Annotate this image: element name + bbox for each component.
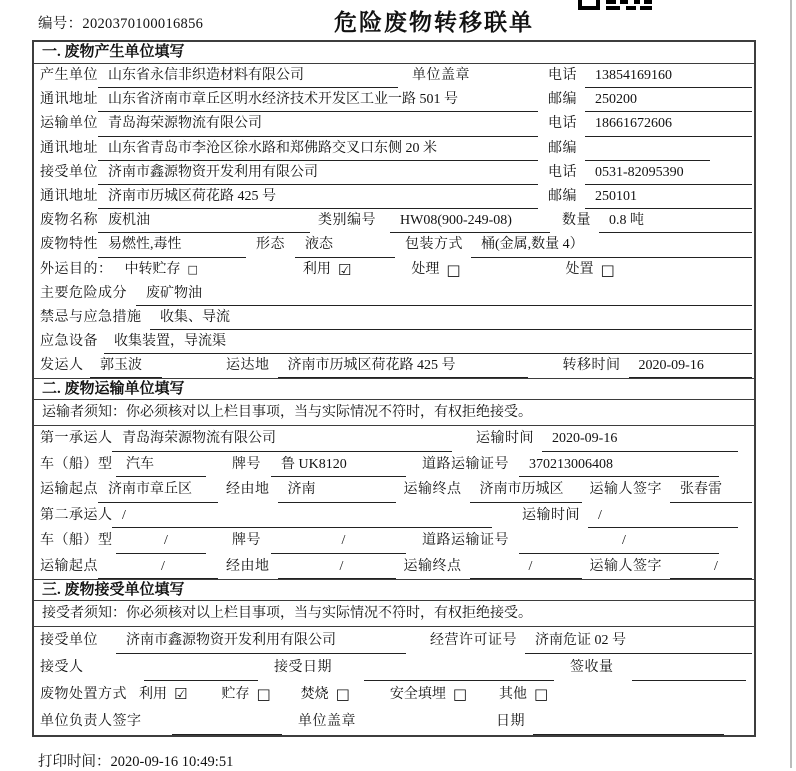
taboo-measures-value: 收集、导流 <box>150 306 752 330</box>
plate-value-1: 鲁 UK8120 <box>271 452 406 478</box>
purpose-storage-checkbox: □ <box>187 262 198 276</box>
producer-row <box>34 64 754 88</box>
vehicle-type-label-2: 车（船）型 <box>40 533 113 549</box>
vehicle-type-value-2: / <box>116 528 206 554</box>
first-carrier-row <box>34 426 754 452</box>
unit-seal-label: 单位盖章 <box>412 68 470 83</box>
section1-heading: 一. 废物产生单位填写 <box>34 42 754 64</box>
producer-phone-value: 13854169160 <box>585 64 752 88</box>
emergency-equipment-label: 应急设备 <box>40 334 98 350</box>
purpose-option-storage <box>125 258 198 282</box>
waste-traits-row <box>34 233 754 257</box>
qr-code-fragment <box>578 0 652 10</box>
vehicle-type-label-1: 车（船）型 <box>40 456 113 472</box>
receiver-zip-label: 邮编 <box>548 188 577 204</box>
purpose-dispose-label: 处置 <box>565 261 594 277</box>
route-start-value-2: / <box>98 554 218 580</box>
disposal-incinerate-label: 焚烧 <box>300 687 329 703</box>
acceptor-value <box>144 654 258 681</box>
producer-address-row <box>34 88 754 112</box>
disposal-incinerate-checkbox: □ <box>335 685 350 704</box>
emergency-equipment-row <box>34 330 754 354</box>
first-carrier-value: 青岛海荣源物流有限公司 <box>112 426 452 452</box>
disposal-option-incinerate <box>301 681 350 708</box>
disposal-other-label: 其他 <box>499 687 528 703</box>
producer-value: 山东省永信非织造材料有限公司 <box>98 64 398 88</box>
purpose-treat-label: 处理 <box>411 261 440 277</box>
route-start-value-1: 济南市章丘区 <box>98 477 218 503</box>
disposal-use-checkbox: ☑ <box>174 685 188 704</box>
accepting-unit-row <box>34 627 754 654</box>
transporter-phone-value: 18661672606 <box>585 112 752 136</box>
receiver-address-label: 通讯地址 <box>40 188 98 204</box>
hazard-components-row <box>34 282 754 306</box>
receiver-zip-value: 250101 <box>585 185 752 209</box>
packaging-label: 包装方式 <box>405 237 463 253</box>
disposal-storage-checkbox: □ <box>256 685 271 704</box>
transfer-time-label: 转移时间 <box>562 358 621 374</box>
transporter-label: 运输单位 <box>40 116 98 132</box>
hazard-components-value: 废矿物油 <box>136 282 752 306</box>
transfer-time-value: 2020-09-16 <box>629 354 753 378</box>
serial-number-line <box>38 12 203 33</box>
responsible-sign-label: 单位负责人签字 <box>40 714 142 730</box>
route-end-label-2: 运输终点 <box>403 558 462 574</box>
route-row-2 <box>34 554 754 580</box>
section3-notice: 接受者须知：你必须核对以上栏目事项，当与实际情况不符时，有权拒绝接受。 <box>34 601 754 627</box>
first-carrier-label: 第一承运人 <box>40 431 113 447</box>
disposal-landfill-label: 安全填埋 <box>389 687 446 703</box>
destination-label: 运达地 <box>226 358 270 374</box>
transporter-value: 青岛海荣源物流有限公司 <box>98 112 538 136</box>
carrier-sign-value-2: / <box>670 554 752 580</box>
purpose-option-dispose <box>566 258 615 282</box>
waste-category-label: 类别编号 <box>318 213 376 229</box>
second-carrier-label: 第二承运人 <box>40 507 113 523</box>
road-cert-label-1: 道路运输证号 <box>422 456 509 472</box>
section2-notice: 运输者须知：你必须核对以上栏目事项，当与实际情况不符时，有权拒绝接受。 <box>34 400 754 426</box>
waste-traits-label: 废物特性 <box>40 237 98 253</box>
disposal-use-label: 利用 <box>139 687 167 703</box>
route-via-label-2: 经由地 <box>226 558 270 574</box>
second-carrier-value: / <box>112 503 492 529</box>
transporter-address-label: 通讯地址 <box>40 140 98 156</box>
vehicle-type-value-1: 汽车 <box>116 452 206 478</box>
producer-phone-label: 电话 <box>548 68 577 83</box>
dispatcher-label: 发运人 <box>40 358 84 374</box>
transport-time-label-1: 运输时间 <box>476 431 534 447</box>
route-start-label-1: 运输起点 <box>40 482 98 498</box>
road-cert-value-1: 370213006408 <box>519 452 719 478</box>
disposal-option-other <box>499 681 548 708</box>
producer-address-label: 通讯地址 <box>40 92 98 108</box>
route-via-value-1: 济南 <box>278 477 396 503</box>
disposal-other-checkbox: □ <box>534 685 549 704</box>
acceptor-label: 接受人 <box>40 660 84 676</box>
transporter-row <box>34 112 754 136</box>
carrier-sign-label-1: 运输人签字 <box>589 482 662 498</box>
route-row-1 <box>34 477 754 503</box>
waste-form-label: 形态 <box>256 237 285 253</box>
manifest-form <box>32 40 756 737</box>
transporter-phone-label: 电话 <box>548 116 577 132</box>
transfer-purpose-label: 外运目的： <box>40 261 113 277</box>
disposal-option-landfill <box>390 681 467 708</box>
transporter-address-row <box>34 137 754 161</box>
signed-qty-label: 签收量 <box>570 660 614 676</box>
dispatch-row <box>34 354 754 378</box>
vehicle-row-2 <box>34 528 754 554</box>
disposal-option-use <box>139 681 187 708</box>
producer-address-value: 山东省济南市章丘区明水经济技术开发区工业一路 501 号 <box>98 88 538 112</box>
responsible-sign-row <box>34 708 754 735</box>
serial-number: 2020370100016856 <box>82 16 204 32</box>
waste-form-value: 液态 <box>295 233 395 257</box>
producer-zip-value: 250200 <box>585 88 752 112</box>
waste-name-label: 废物名称 <box>40 213 98 229</box>
print-time-value: 2020-09-16 10:49:51 <box>110 754 234 770</box>
serial-label: 编号： <box>38 16 83 32</box>
waste-name-value: 废机油 <box>98 209 310 233</box>
taboo-measures-row <box>34 306 754 330</box>
disposal-method-label: 废物处置方式 <box>40 687 127 703</box>
emergency-equipment-value: 收集装置，导流渠 <box>104 330 752 354</box>
signed-qty-value <box>632 654 747 681</box>
receiver-phone-value: 0531-82095390 <box>585 161 752 185</box>
receiver-address-row <box>34 185 754 209</box>
vehicle-row-1 <box>34 452 754 478</box>
producer-zip-label: 邮编 <box>548 92 577 108</box>
receiver-address-value: 济南市历城区荷花路 425 号 <box>98 185 538 209</box>
transport-time-value-2: / <box>588 503 738 529</box>
page-title: 危险废物转移联单 <box>334 10 534 35</box>
route-end-label-1: 运输终点 <box>403 482 462 498</box>
page-edge-line <box>790 0 792 768</box>
plate-label-1: 牌号 <box>232 456 261 472</box>
transporter-address-value: 山东省青岛市李沧区徐水路和郑佛路交叉口东侧 20 米 <box>98 137 538 161</box>
sign-date-label: 日期 <box>496 714 525 730</box>
route-via-value-2: / <box>278 554 396 580</box>
hazard-components-label: 主要危险成分 <box>40 285 127 301</box>
purpose-use-label: 利用 <box>302 261 331 277</box>
section2-heading: 二. 废物运输单位填写 <box>34 378 754 400</box>
accepting-unit-value: 济南市鑫源物资开发利用有限公司 <box>116 627 406 654</box>
disposal-storage-label: 贮存 <box>221 687 250 703</box>
transport-time-value-1: 2020-09-16 <box>542 426 738 452</box>
dispatcher-value: 郭玉波 <box>90 354 162 378</box>
purpose-use-checkbox: ☑ <box>337 260 352 279</box>
destination-value: 济南市历城区荷花路 425 号 <box>278 354 528 378</box>
packaging-value: 桶(金属,数量 4） <box>471 233 752 257</box>
second-carrier-row <box>34 503 754 529</box>
producer-label: 产生单位 <box>40 68 98 83</box>
accept-date-label: 接受日期 <box>274 660 332 676</box>
accepting-unit-label: 接受单位 <box>40 633 98 649</box>
waste-qty-value: 0.8 吨 <box>599 209 752 233</box>
waste-qty-label: 数量 <box>562 213 591 229</box>
receiver-phone-label: 电话 <box>548 164 577 180</box>
unit-seal-label-3: 单位盖章 <box>298 714 356 730</box>
route-end-value-2: / <box>470 554 582 580</box>
transfer-purpose-row <box>34 258 754 282</box>
purpose-option-treat <box>411 258 460 282</box>
license-value: 济南危证 02 号 <box>525 627 752 654</box>
waste-category-value: HW08(900-249-08) <box>390 209 550 233</box>
carrier-sign-label-2: 运输人签字 <box>589 558 662 574</box>
road-cert-value-2: / <box>519 528 719 554</box>
disposal-option-storage <box>221 681 270 708</box>
purpose-dispose-checkbox: □ <box>600 260 615 279</box>
section3-heading: 三. 废物接受单位填写 <box>34 579 754 601</box>
carrier-sign-value-1: 张春雷 <box>670 477 752 503</box>
purpose-option-use <box>303 258 351 282</box>
purpose-treat-checkbox: □ <box>446 260 461 279</box>
sign-date-value <box>533 708 724 735</box>
transport-time-label-2: 运输时间 <box>522 507 580 523</box>
waste-traits-value: 易燃性,毒性 <box>98 233 246 257</box>
accept-date-value <box>364 654 554 681</box>
responsible-sign-value <box>172 708 282 735</box>
waste-name-row <box>34 209 754 233</box>
disposal-method-row <box>34 681 754 708</box>
receiver-value: 济南市鑫源物资开发利用有限公司 <box>98 161 538 185</box>
transporter-zip-value <box>585 137 710 161</box>
plate-label-2: 牌号 <box>232 533 261 549</box>
print-time-label: 打印时间： <box>38 754 111 770</box>
transporter-zip-label: 邮编 <box>548 140 577 156</box>
license-label: 经营许可证号 <box>430 633 517 649</box>
disposal-landfill-checkbox: □ <box>452 685 468 704</box>
purpose-storage-label: 中转贮存 <box>124 261 181 277</box>
route-start-label-2: 运输起点 <box>40 558 98 574</box>
route-via-label-1: 经由地 <box>226 482 270 498</box>
route-end-value-1: 济南市历城区 <box>470 477 582 503</box>
road-cert-label-2: 道路运输证号 <box>422 533 509 549</box>
receiver-label: 接受单位 <box>40 164 98 180</box>
plate-value-2: / <box>271 528 406 554</box>
acceptor-row <box>34 654 754 681</box>
taboo-measures-label: 禁忌与应急措施 <box>40 309 142 325</box>
receiver-row <box>34 161 754 185</box>
